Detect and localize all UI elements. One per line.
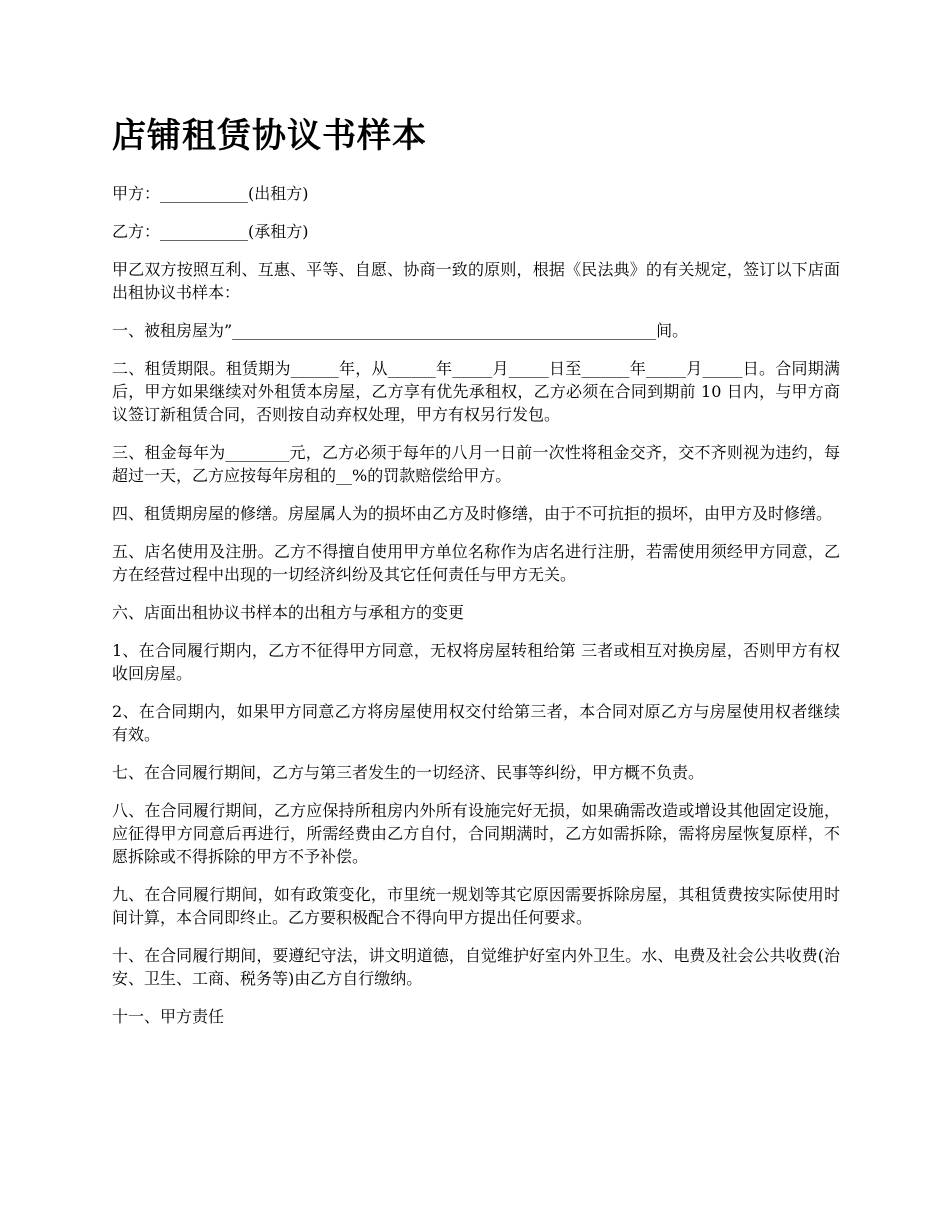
clause-2-lease-term: 二、租赁期限。租赁期为______年，从______年_____月_____日至______年_____月_____日。合同期满后，甲方如果继续对外租赁本房屋，乙方享有优先承租权，乙方必须在合同到期前 10 日内，与甲方商议签订新租赁合同，否则按自动弃权处理，甲方有权另行发包。 — [112, 359, 840, 424]
document-title: 店铺租赁协议书样本 — [112, 116, 427, 156]
clause-3-rent: 三、租金每年为________元，乙方必须于每年的八月一日前一次性将租金交齐，交不齐则视为违约，每超过一天，乙方应按每年房租的__%的罚款赔偿给甲方。 — [112, 443, 840, 485]
clause-9-policy-change: 九、在合同履行期间，如有政策变化，市里统一规划等其它原因需要拆除房屋，其租赁费按实际使用时间计算，本合同即终止。乙方要积极配合不得向甲方提出任何要求。 — [112, 885, 840, 927]
clause-6-item-2: 2、在合同期内，如果甲方同意乙方将房屋使用权交付给第三者，本合同对原乙方与房屋使用权者继续有效。 — [112, 702, 840, 744]
clause-7-disputes: 七、在合同履行期间，乙方与第三者发生的一切经济、民事等纠纷，甲方概不负责。 — [112, 763, 705, 782]
document-page — [112, 112, 840, 1043]
clause-1-premises: 一、被租房屋为”_____________________________________________________间。 — [112, 321, 689, 340]
clause-10-conduct-fees: 十、在合同履行期间，要遵纪守法，讲文明道德，自觉维护好室内外卫生。水、电费及社会公共收费(治安、卫生、工商、税务等)由乙方自行缴纳。 — [112, 946, 840, 988]
clause-11-heading: 十一、甲方责任 — [112, 1007, 225, 1026]
clause-4-repairs: 四、租赁期房屋的修缮。房屋属人为的损坏由乙方及时修缮，由于不可抗拒的损坏，由甲方及时修缮。 — [112, 504, 833, 523]
clause-5-store-name: 五、店名使用及注册。乙方不得擅自使用甲方单位名称作为店名进行注册，若需使用须经甲方同意，乙方在经营过程中出现的一切经济纠纷及其它任何责任与甲方无关。 — [112, 542, 840, 584]
clause-6-party-changes: 六、店面出租协议书样本的出租方与承租方的变更 — [112, 603, 465, 622]
party-b-line: 乙方：___________(承租方) — [112, 222, 309, 241]
clause-8-facilities: 八、在合同履行期间，乙方应保持所租房内外所有设施完好无损，如果确需改造或增设其他固定设施，应征得甲方同意后再进行，所需经费由乙方自付，合同期满时，乙方如需拆除，需将房屋恢复原样，不愿拆除或不得拆除的甲方不予补偿。 — [112, 801, 840, 866]
clause-6-item-1: 1、在合同履行期内，乙方不征得甲方同意，无权将房屋转租给第 三者或相互对换房屋，否则甲方有权收回房屋。 — [112, 641, 840, 683]
party-a-line: 甲方：___________(出租方) — [112, 184, 309, 203]
preamble-paragraph: 甲乙双方按照互利、互惠、平等、自愿、协商一致的原则，根据《民法典》的有关规定，签订以下店面出租协议书样本： — [112, 260, 840, 302]
